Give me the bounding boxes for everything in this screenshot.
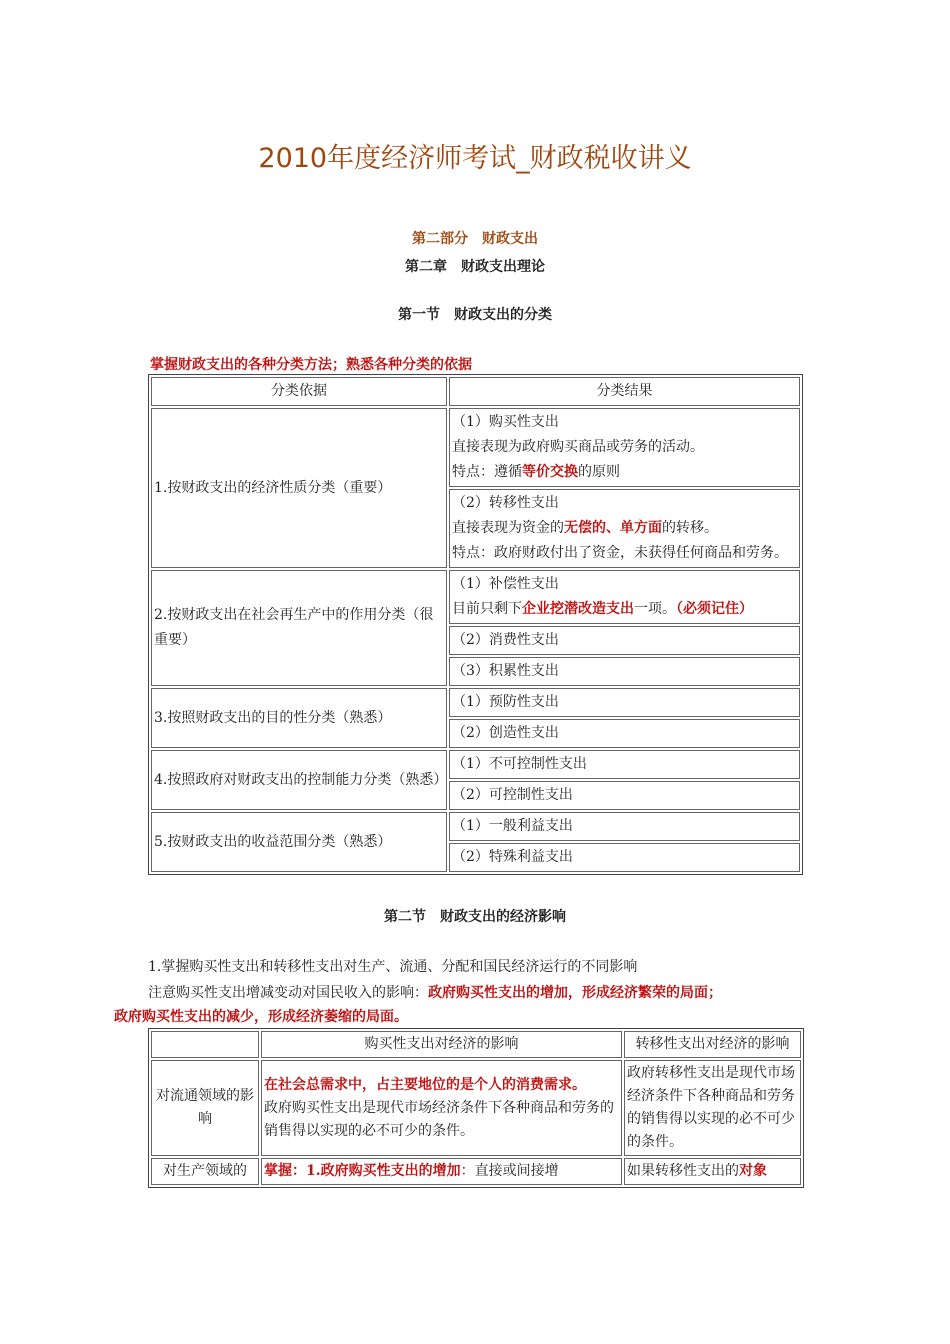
highlight-text: 企业挖潜改造支出 — [522, 601, 634, 617]
purchase-cell: 掌握：1.政府购买性支出的增加：直接或间接增 — [261, 1158, 622, 1185]
table-row — [151, 750, 800, 779]
result-cell: （2）特殊利益支出 — [449, 843, 800, 872]
result-cell — [449, 570, 800, 624]
header-basis: 分类依据 — [151, 377, 447, 406]
result-cell: （1）一般利益支出 — [449, 812, 800, 841]
economic-impact-table — [148, 1028, 804, 1188]
basis-cell: 2.按财政支出在社会再生产中的作用分类（很重要） — [151, 570, 447, 686]
basis-cell: 1.按财政支出的经济性质分类（重要） — [151, 408, 447, 568]
table-row — [151, 812, 800, 841]
result-desc: 目前只剩下企业挖潜改造支出一项。（必须记住） — [452, 601, 753, 617]
table-header-row — [151, 1031, 801, 1058]
result-cell: （2）可控制性支出 — [449, 781, 800, 810]
result-cell: （1）预防性支出 — [449, 688, 800, 717]
paragraph: 注意购买性支出增减变动对国民收入的影响：政府购买性支出的增加，形成经济繁荣的局面； — [148, 985, 722, 1001]
header-purchase: 购买性支出对经济的影响 — [261, 1031, 622, 1058]
basis-cell: 4.按照政府对财政支出的控制能力分类（熟悉） — [151, 750, 447, 810]
table-header-row — [151, 377, 800, 406]
result-feature: 特点：遵循等价交换的原则 — [452, 464, 620, 480]
table-row — [151, 570, 800, 624]
table-row — [151, 408, 800, 487]
highlight-text: 在社会总需求中，占主要地位的是个人的消费需求。 — [264, 1076, 586, 1093]
purchase-cell — [261, 1060, 622, 1156]
chapter-heading: 第二章 财政支出理论 — [405, 259, 545, 275]
result-title: （1）补偿性支出 — [452, 576, 559, 592]
result-cell — [449, 408, 800, 487]
paragraph: 1.掌握购买性支出和转移性支出对生产、流通、分配和国民经济运行的不同影响 — [148, 959, 638, 975]
paragraph-highlight: 政府购买性支出的减少，形成经济萎缩的局面。 — [114, 1009, 408, 1025]
result-desc: 直接表现为政府购买商品或劳务的活动。 — [452, 439, 704, 455]
section1-heading: 第一节 财政支出的分类 — [398, 307, 552, 323]
result-desc: 直接表现为资金的无偿的、单方面的转移。 — [452, 520, 718, 536]
transfer-cell: 政府转移性支出是现代市场经济条件下各种商品和劳务的销售得以实现的必不可少的条件。 — [624, 1060, 801, 1156]
header-empty — [151, 1031, 259, 1058]
highlight-text: （必须记住） — [676, 601, 753, 617]
transfer-cell: 如果转移性支出的对象 — [624, 1158, 801, 1185]
result-cell: （2）消费性支出 — [449, 626, 800, 655]
highlight-text: 无偿的、单方面 — [564, 520, 662, 536]
header-result: 分类结果 — [449, 377, 800, 406]
result-title: （2）转移性支出 — [452, 495, 559, 511]
table-row — [151, 1158, 801, 1185]
result-title: （1）购买性支出 — [452, 414, 559, 430]
highlight-text: 等价交换 — [522, 464, 578, 480]
cell-text: 政府购买性支出是现代市场经济条件下各种商品和劳务的销售得以实现的必不可少的条件。 — [264, 1099, 614, 1139]
header-transfer: 转移性支出对经济的影响 — [624, 1031, 801, 1058]
result-cell: （3）积累性支出 — [449, 657, 800, 686]
result-feature: 特点：政府财政付出了资金，未获得任何商品和劳务。 — [452, 545, 788, 561]
result-cell — [449, 489, 800, 568]
document-title: 2010年度经济师考试_财政税收讲义 — [258, 143, 692, 174]
basis-cell: 3.按照财政支出的目的性分类（熟悉） — [151, 688, 447, 748]
row-label: 对流通领域的影响 — [151, 1060, 259, 1156]
highlight-text: 政府购买性支出的增加，形成经济繁荣的局面； — [428, 985, 722, 1001]
highlight-text: 对象 — [739, 1163, 767, 1179]
result-cell: （1）不可控制性支出 — [449, 750, 800, 779]
table-row — [151, 1060, 801, 1156]
result-cell: （2）创造性支出 — [449, 719, 800, 748]
classification-table — [148, 374, 803, 875]
part-heading: 第二部分 财政支出 — [412, 231, 538, 247]
table-row — [151, 688, 800, 717]
basis-cell: 5.按财政支出的收益范围分类（熟悉） — [151, 812, 447, 872]
section2-heading: 第二节 财政支出的经济影响 — [384, 909, 566, 925]
section1-requirement: 掌握财政支出的各种分类方法；熟悉各种分类的依据 — [150, 357, 472, 373]
row-label: 对生产领域的 — [151, 1158, 259, 1185]
highlight-text: 掌握：1.政府购买性支出的增加 — [264, 1163, 461, 1179]
